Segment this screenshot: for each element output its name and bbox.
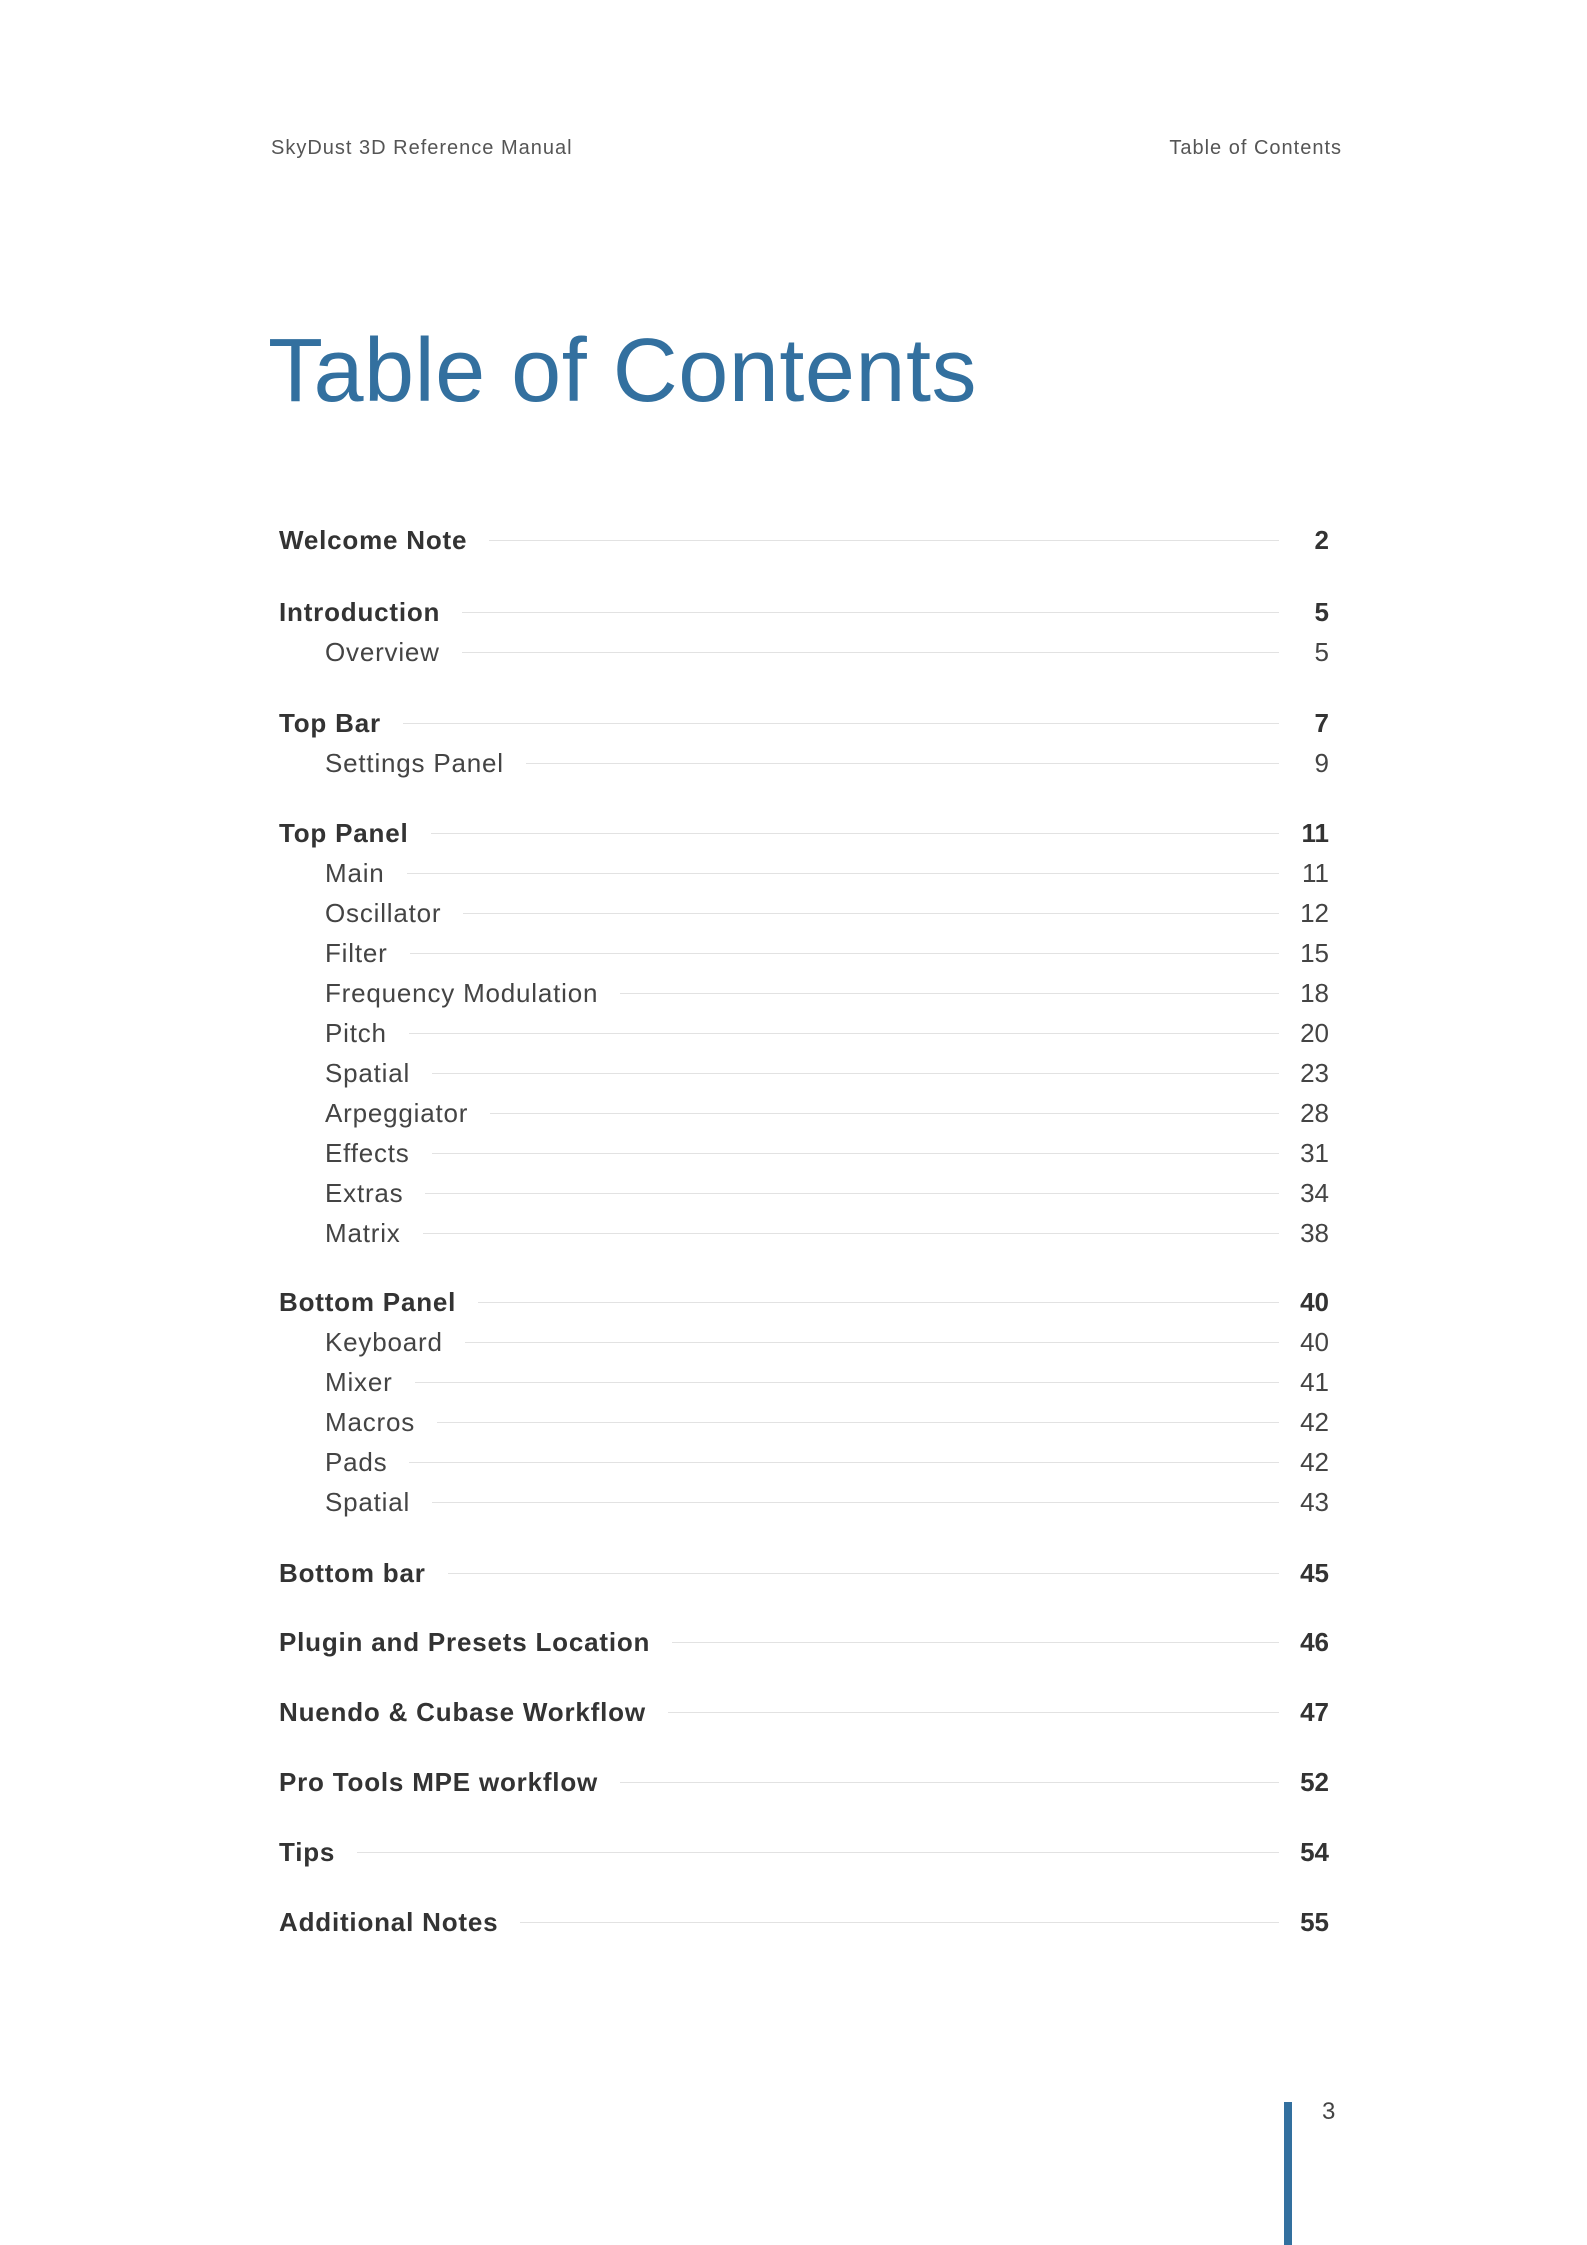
- toc-leader-line: [407, 873, 1279, 874]
- toc-entry-page: 5: [1314, 596, 1329, 627]
- toc-leader-line: [448, 1573, 1279, 1574]
- toc-entry-label: Tips: [279, 1836, 336, 1867]
- toc-entry-section[interactable]: [279, 703, 1329, 743]
- toc-entry-section[interactable]: [279, 592, 1329, 632]
- toc-entry-label: Keyboard: [325, 1326, 443, 1357]
- toc-entry-page: 40: [1300, 1286, 1329, 1317]
- toc-entry-page: 12: [1300, 897, 1329, 928]
- toc-entry-label: Extras: [325, 1177, 404, 1208]
- toc-entry-subsection[interactable]: [279, 632, 1329, 672]
- toc-entry-label: Filter: [325, 937, 388, 968]
- toc-entry-page: 11: [1302, 857, 1329, 888]
- toc-entry-label: Welcome Note: [279, 524, 468, 555]
- toc-entry-page: 54: [1300, 1836, 1329, 1867]
- toc-entry-label: Mixer: [325, 1366, 393, 1397]
- toc-leader-line: [437, 1422, 1279, 1423]
- toc-entry-label: Overview: [325, 636, 440, 667]
- toc-leader-line: [432, 1073, 1279, 1074]
- toc-entry-page: 42: [1300, 1446, 1329, 1477]
- footer-accent-bar: [1284, 2102, 1292, 2245]
- toc-entry-label: Arpeggiator: [325, 1097, 469, 1128]
- toc-leader-line: [465, 1342, 1279, 1343]
- toc-entry-label: Macros: [325, 1406, 416, 1437]
- toc-entry-page: 38: [1300, 1217, 1329, 1248]
- toc-entry-page: 40: [1300, 1326, 1329, 1357]
- toc-entry-subsection[interactable]: [279, 1013, 1329, 1053]
- toc-leader-line: [409, 1462, 1279, 1463]
- toc-entry-subsection[interactable]: [279, 893, 1329, 933]
- toc-entry-page: 20: [1300, 1017, 1329, 1048]
- toc-entry-section[interactable]: [279, 1282, 1329, 1322]
- toc-entry-page: 55: [1300, 1906, 1329, 1937]
- toc-entry-label: Pads: [325, 1446, 388, 1477]
- toc-entry-page: 23: [1300, 1057, 1329, 1088]
- toc-entry-section[interactable]: [279, 1553, 1329, 1593]
- toc-entry-label: Bottom Panel: [279, 1286, 457, 1317]
- toc-entry-subsection[interactable]: [279, 1362, 1329, 1402]
- page-title: Table of Contents: [268, 321, 977, 421]
- toc-entry-label: Oscillator: [325, 897, 442, 928]
- toc-entry-subsection[interactable]: [279, 1133, 1329, 1173]
- toc-leader-line: [520, 1922, 1279, 1923]
- toc-entry-label: Top Bar: [279, 707, 381, 738]
- toc-entry-subsection[interactable]: [279, 1402, 1329, 1442]
- toc-entry-page: 11: [1301, 817, 1329, 848]
- page-number: 3: [1322, 2098, 1336, 2125]
- toc-entry-page: 42: [1300, 1406, 1329, 1437]
- toc-entry-section[interactable]: [279, 813, 1329, 853]
- toc-entry-label: Main: [325, 857, 385, 888]
- toc-leader-line: [403, 723, 1279, 724]
- toc-entry-label: Matrix: [325, 1217, 401, 1248]
- toc-leader-line: [478, 1302, 1279, 1303]
- toc-entry-label: Additional Notes: [279, 1906, 499, 1937]
- toc-entry-subsection[interactable]: [279, 933, 1329, 973]
- toc-entry-label: Pitch: [325, 1017, 387, 1048]
- toc-leader-line: [672, 1642, 1279, 1643]
- toc-entry-label: Pro Tools MPE workflow: [279, 1766, 599, 1797]
- toc-leader-line: [526, 763, 1279, 764]
- toc-leader-line: [425, 1193, 1279, 1194]
- toc-leader-line: [489, 540, 1279, 541]
- toc-entry-page: 15: [1300, 937, 1329, 968]
- toc-entry-label: Plugin and Presets Location: [279, 1626, 651, 1657]
- toc-entry-page: 7: [1314, 707, 1329, 738]
- toc-leader-line: [668, 1712, 1279, 1713]
- toc-entry-subsection[interactable]: [279, 973, 1329, 1013]
- toc-entry-subsection[interactable]: [279, 1442, 1329, 1482]
- toc-entry-page: 43: [1300, 1486, 1329, 1517]
- toc-entry-page: 5: [1314, 636, 1329, 667]
- toc-entry-page: 31: [1300, 1137, 1329, 1168]
- toc-entry-section[interactable]: [279, 1832, 1329, 1872]
- toc-entry-page: 34: [1300, 1177, 1329, 1208]
- toc-entry-page: 46: [1300, 1626, 1329, 1657]
- toc-entry-label: Bottom bar: [279, 1557, 426, 1588]
- toc-leader-line: [490, 1113, 1279, 1114]
- toc-entry-subsection[interactable]: [279, 1093, 1329, 1133]
- toc-entry-page: 2: [1314, 524, 1329, 555]
- toc-leader-line: [432, 1502, 1279, 1503]
- toc-entry-label: Spatial: [325, 1057, 411, 1088]
- toc-entry-subsection[interactable]: [279, 1213, 1329, 1253]
- toc-leader-line: [410, 953, 1279, 954]
- toc-leader-line: [463, 913, 1279, 914]
- toc-entry-page: 18: [1300, 977, 1329, 1008]
- toc-leader-line: [357, 1852, 1279, 1853]
- toc-entry-subsection[interactable]: [279, 1322, 1329, 1362]
- toc-entry-subsection[interactable]: [279, 743, 1329, 783]
- toc-entry-page: 9: [1314, 747, 1329, 778]
- toc-entry-label: Spatial: [325, 1486, 411, 1517]
- toc-leader-line: [409, 1033, 1279, 1034]
- toc-leader-line: [431, 833, 1279, 834]
- toc-entry-subsection[interactable]: [279, 853, 1329, 893]
- toc-entry-section[interactable]: [279, 1622, 1329, 1662]
- toc-entry-page: 45: [1300, 1557, 1329, 1588]
- toc-leader-line: [620, 1782, 1279, 1783]
- toc-leader-line: [423, 1233, 1279, 1234]
- toc-leader-line: [432, 1153, 1279, 1154]
- toc-entry-label: Nuendo & Cubase Workflow: [279, 1696, 646, 1727]
- toc-entry-section[interactable]: [279, 1762, 1329, 1802]
- toc-entry-label: Settings Panel: [325, 747, 504, 778]
- toc-entry-section[interactable]: [279, 1692, 1329, 1732]
- toc-entry-label: Top Panel: [279, 817, 409, 848]
- toc-entry-subsection[interactable]: [279, 1173, 1329, 1213]
- toc-entry-label: Effects: [325, 1137, 410, 1168]
- toc-entry-section[interactable]: [279, 520, 1329, 560]
- toc-entry-page: 52: [1300, 1766, 1329, 1797]
- toc-leader-line: [620, 993, 1279, 994]
- running-header-section: Table of Contents: [1169, 137, 1342, 159]
- toc-entry-label: Frequency Modulation: [325, 977, 599, 1008]
- toc-leader-line: [415, 1382, 1279, 1383]
- running-header-title: SkyDust 3D Reference Manual: [271, 137, 573, 159]
- toc-entry-page: 41: [1300, 1366, 1329, 1397]
- toc-entry-subsection[interactable]: [279, 1482, 1329, 1522]
- toc-leader-line: [462, 652, 1279, 653]
- toc-entry-page: 47: [1300, 1696, 1329, 1727]
- toc-entry-subsection[interactable]: [279, 1053, 1329, 1093]
- toc-entry-section[interactable]: [279, 1902, 1329, 1942]
- toc-leader-line: [462, 612, 1279, 613]
- toc-entry-label: Introduction: [279, 596, 441, 627]
- toc-entry-page: 28: [1300, 1097, 1329, 1128]
